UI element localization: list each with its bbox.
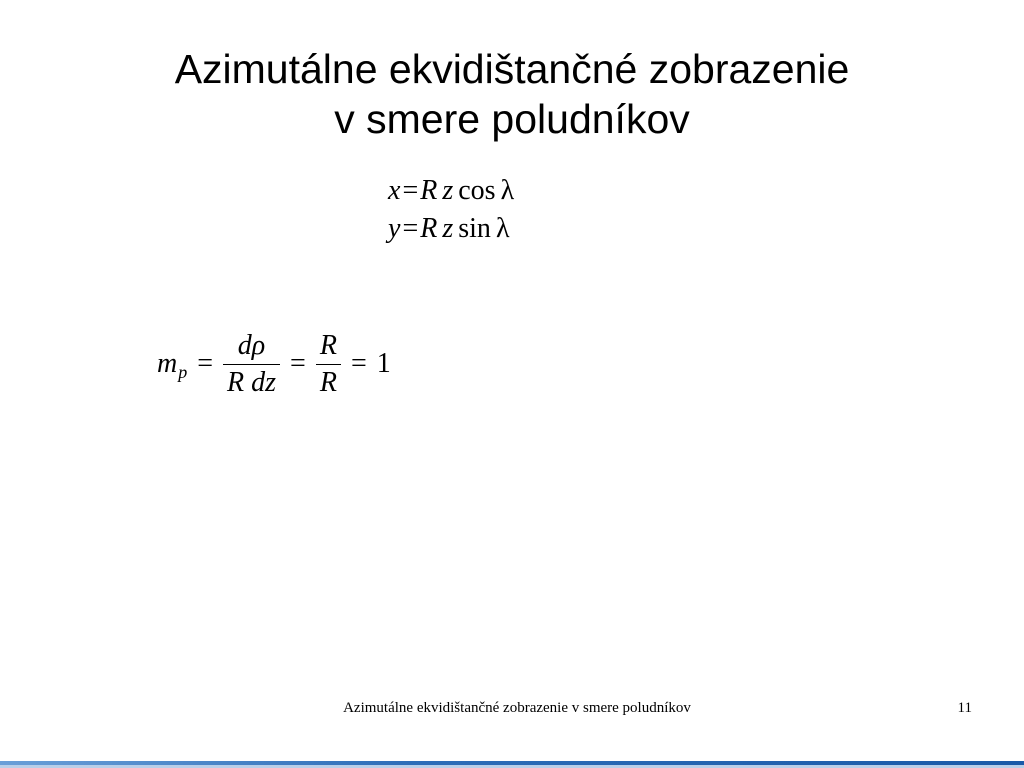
lambda-symbol: λ [495, 213, 510, 244]
page-number: 11 [957, 700, 972, 716]
equals-sign: = [402, 213, 419, 244]
y-equation [388, 210, 514, 248]
fraction-r-over-r [316, 330, 341, 399]
fraction-numerator: R [319, 329, 337, 361]
m-variable: m [157, 348, 178, 379]
fraction-denominator: R dz [227, 366, 277, 398]
slide-title [0, 44, 1024, 144]
scale-factor-equation [157, 326, 391, 402]
radius-symbol: R [420, 213, 438, 244]
p-subscript: p [178, 361, 188, 382]
slide-title-line-2: v smere poludníkov [334, 96, 690, 142]
x-variable: x [388, 175, 401, 206]
cos-function: cos [458, 175, 496, 206]
coordinate-equations [388, 172, 514, 248]
lambda-symbol: λ [500, 175, 515, 206]
fraction-drho-over-rdz [223, 330, 280, 399]
slide-title-line-1: Azimutálne ekvidištančné zobrazenie [174, 46, 850, 92]
z-variable: z [442, 175, 454, 206]
x-equation [388, 172, 514, 210]
radius-symbol: R [420, 175, 438, 206]
result-value: 1 [376, 348, 391, 379]
y-variable: y [388, 213, 401, 244]
equals-sign: = [197, 348, 214, 379]
z-variable: z [442, 213, 454, 244]
equals-sign: = [402, 175, 419, 206]
fraction-numerator: dρ [237, 329, 266, 361]
equals-sign: = [350, 348, 367, 379]
equals-sign: = [290, 348, 306, 379]
footer-title: Azimutálne ekvidištančné zobrazenie v smere poludníkov [343, 700, 691, 716]
fraction-denominator: R [319, 366, 337, 398]
sin-function: sin [458, 213, 491, 244]
